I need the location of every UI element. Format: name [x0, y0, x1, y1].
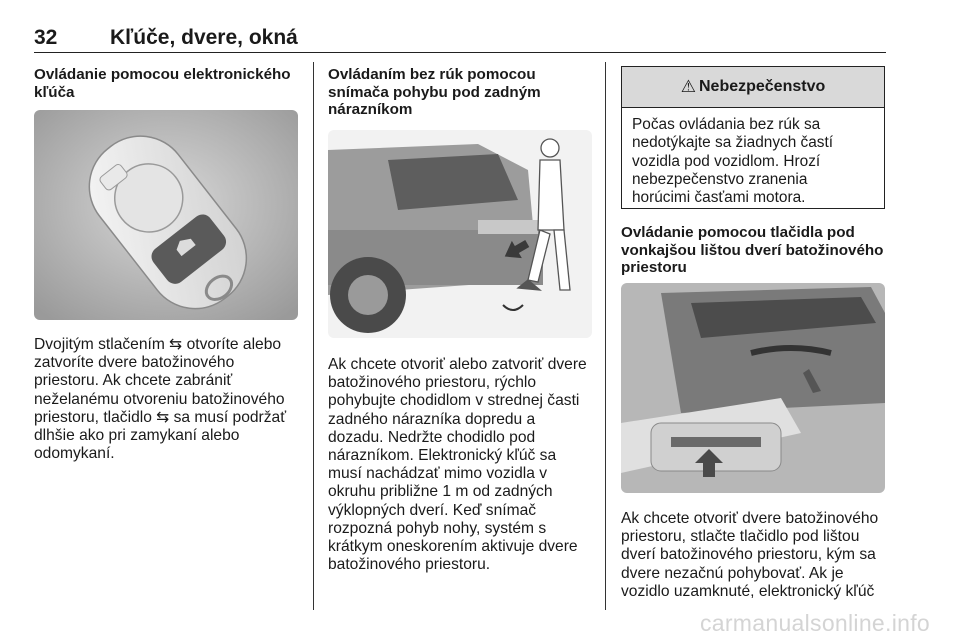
paragraph-line: odomykaní. [34, 445, 115, 463]
paragraph-line: priestoru, tlačidlo ⇆ sa musí podržať [34, 408, 287, 426]
paragraph-line: Dvojitým stlačením ⇆ otvoríte alebo [34, 336, 282, 353]
page-header [34, 24, 886, 52]
chapter-title: Kľúče, dvere, okná [110, 26, 298, 49]
column-divider-1 [313, 62, 314, 610]
tailgate-drawing [621, 283, 885, 493]
column-3-heading-block [621, 224, 887, 277]
warning-triangle-icon: ⚠ [680, 77, 696, 96]
header-rule [34, 52, 886, 53]
paragraph-line: musí nachádzať mimo vozidla v [328, 465, 548, 483]
section-heading-hands-free: Ovládaním bez rúk pomocou snímača pohybu pod zadným nárazníkom [328, 66, 541, 118]
column-1-heading-block [34, 66, 304, 101]
paragraph-line: zadného nárazníka dopredu a [328, 410, 536, 428]
column-1-body [34, 336, 309, 463]
car-rear-drawing [328, 130, 592, 338]
paragraph-line: Ak chcete otvoriť alebo zatvoriť dvere [328, 356, 587, 373]
watermark: carmanualsonline.info [699, 610, 930, 636]
paragraph-line: batožinového priestoru. [328, 556, 491, 574]
paragraph-line: dozadu. Nedržte chodidlo pod [328, 428, 536, 446]
hands-free-illustration [328, 130, 592, 338]
danger-warning-box [621, 66, 885, 209]
paragraph-line: priestoru, stlačte tlačidlo pod lištou [621, 528, 860, 546]
paragraph-line: pohybujte chodidlom v strednej časti [328, 392, 580, 410]
paragraph-line: dverí batožinového priestoru, kým sa [621, 546, 876, 564]
paragraph-line: nárazníkom. Elektronický kľúč sa [328, 447, 557, 465]
paragraph-line: zatvoríte dvere batožinového [34, 354, 235, 372]
paragraph-line: Ak chcete otvoriť dvere batožinového [621, 510, 879, 527]
section-heading-button-control: Ovládanie pomocou tlačidla pod vonkajšou lištou dverí batožinového priestoru [621, 224, 884, 276]
section-heading-key-control: Ovládanie pomocou elektronického kľúča [34, 66, 291, 101]
paragraph-line: krátkym oneskorením aktivuje dvere [328, 538, 578, 556]
paragraph-line: dlhšie ako pri zamykaní alebo [34, 427, 240, 445]
column-3-body [621, 510, 887, 601]
page-number: 32 [34, 26, 58, 49]
warning-line: nedotýkajte sa žiadnych častí [632, 134, 834, 152]
hands-free-paragraph [328, 356, 603, 574]
column-2-heading-block [328, 66, 598, 119]
key-fob-illustration [34, 110, 298, 320]
warning-line: Počas ovládania bez rúk sa [632, 116, 821, 133]
warning-title-bar [622, 67, 884, 108]
paragraph-line: okruhu približne 1 m od zadných [328, 483, 553, 501]
column-2-body [328, 356, 603, 574]
paragraph-line: priestoru. Ak chcete zabrániť [34, 372, 233, 390]
paragraph-line: rozpozná pohyb nohy, systém s [328, 519, 547, 537]
key-control-paragraph [34, 336, 309, 463]
paragraph-line: batožinového priestoru, rýchlo [328, 374, 537, 392]
warning-line: horúcimi časťami motora. [632, 189, 806, 207]
button-control-paragraph [621, 510, 887, 601]
paragraph-line: neželanému otvoreniu batožinového [34, 390, 285, 408]
warning-line: nebezpečenstvo zranenia [632, 170, 808, 188]
paragraph-line: výklopných dverí. Keď snímač [328, 501, 537, 519]
column-divider-2 [605, 62, 606, 610]
warning-line: vozidla pod vozidlom. Hrozí [632, 152, 821, 170]
paragraph-line: vozidlo uzamknuté, elektronický kľúč [621, 582, 875, 600]
key-fob-drawing [34, 110, 298, 320]
paragraph-line: dvere nezačnú pohybovať. Ak je [621, 564, 844, 582]
tailgate-button-illustration [621, 283, 885, 493]
warning-text [622, 108, 884, 207]
warning-title: Nebezpečenstvo [698, 78, 826, 95]
